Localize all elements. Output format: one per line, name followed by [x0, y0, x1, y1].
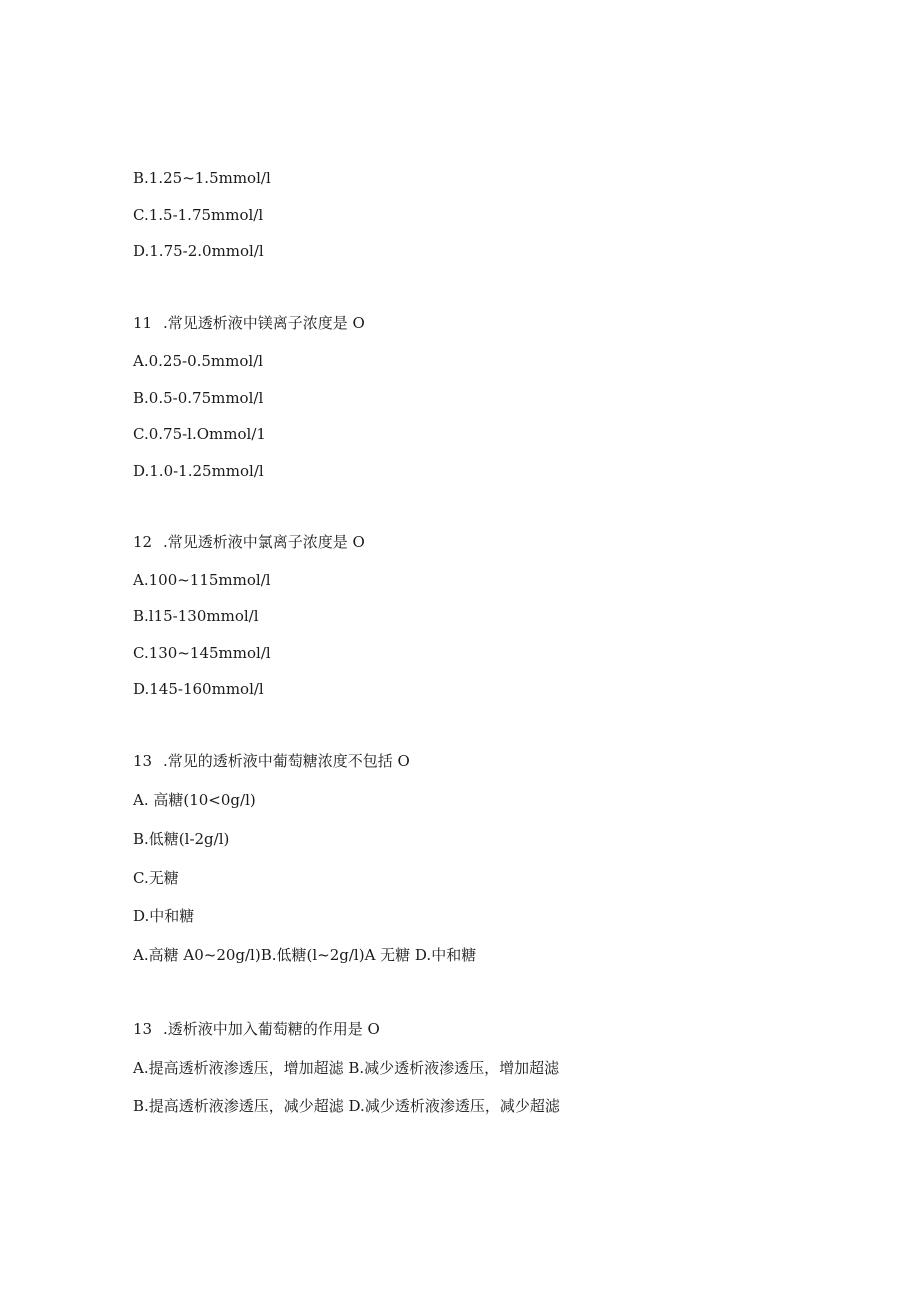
option-line: C.0.75-l.Ommol/1: [133, 425, 266, 443]
option-line: A.0.25-0.5mmol/l: [133, 352, 264, 370]
question-text: .常见的透析液中葡萄糖浓度不包括 O: [163, 752, 410, 770]
option-line: C.130~145mmol/l: [133, 644, 271, 662]
question-11: [133, 313, 365, 333]
option-line: B.低糖(l-2g/l): [133, 830, 230, 848]
question-text: .常见透析液中氯离子浓度是 O: [163, 533, 365, 551]
option-line: D.1.0-1.25mmol/l: [133, 462, 264, 480]
option-line: D.145-160mmol/l: [133, 680, 264, 698]
question-number: 11: [133, 314, 153, 332]
option-line: B.0.5-0.75mmol/l: [133, 389, 264, 407]
option-line: D.中和糖: [133, 907, 195, 925]
option-line: A.提高透析液渗透压，增加超滤 B.减少透析液渗透压，增加超滤: [133, 1059, 560, 1077]
question-number: 12: [133, 533, 153, 551]
question-12: [133, 532, 365, 552]
option-line: A. 高糖(10<0g/l): [133, 791, 256, 809]
question-number: 13: [133, 752, 153, 770]
option-line: C.1.5-1.75mmol/l: [133, 206, 264, 224]
option-line: C.无糖: [133, 869, 179, 887]
question-text: .常见透析液中镁离子浓度是 O: [163, 314, 365, 332]
question-number: 13: [133, 1020, 153, 1038]
question-13a: [133, 751, 410, 771]
option-line: D.1.75-2.0mmol/l: [133, 242, 264, 260]
option-line: A.100~115mmol/l: [133, 571, 271, 589]
option-line: B.1.25~1.5mmol/l: [133, 169, 271, 187]
question-text: .透析液中加入葡萄糖的作用是 O: [163, 1020, 380, 1038]
option-line: A.高糖 A0~20g/l)B.低糖(l~2g/l)A 无糖 D.中和糖: [133, 946, 477, 964]
option-line: B.l15-130mmol/l: [133, 607, 259, 625]
option-line: B.提高透析液渗透压，减少超滤 D.减少透析液渗透压，减少超滤: [133, 1097, 560, 1115]
question-13b: [133, 1019, 380, 1039]
